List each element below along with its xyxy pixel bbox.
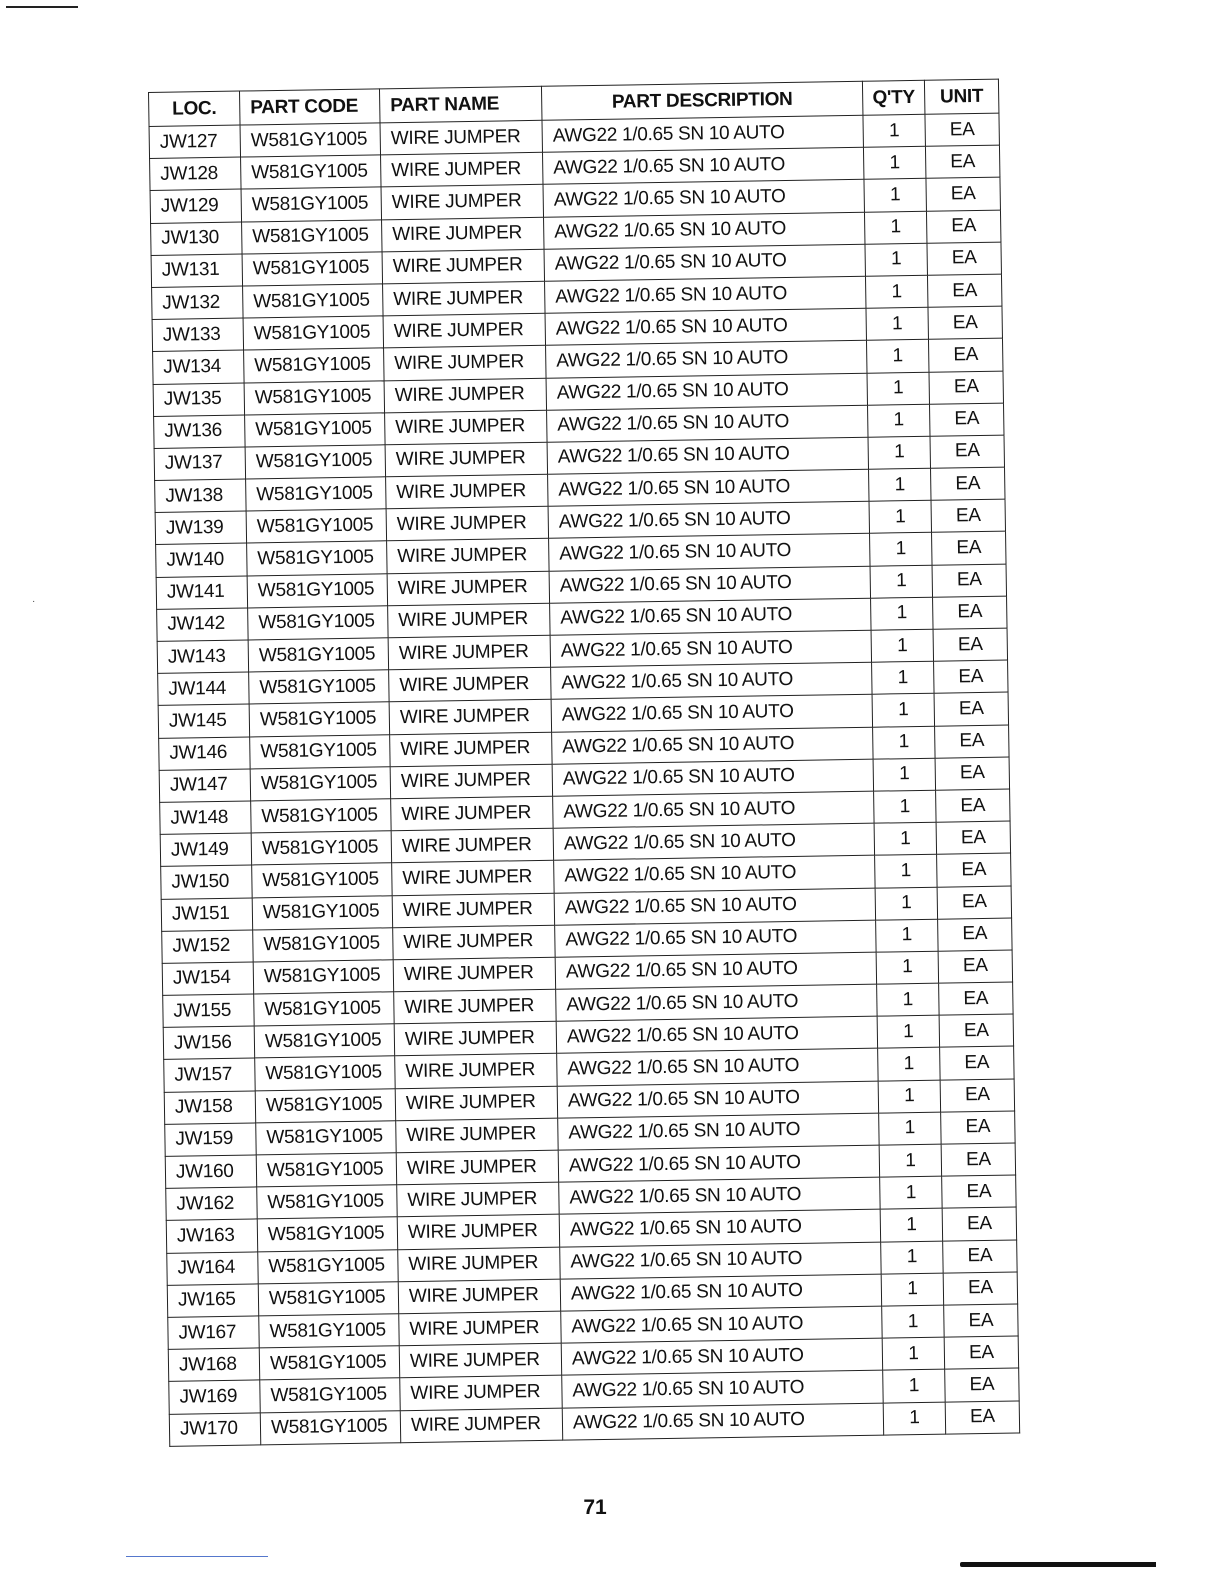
cell-qty: 1	[872, 694, 934, 727]
cell-part-name: WIRE JUMPER	[397, 1215, 559, 1250]
cell-loc: JW135	[153, 383, 244, 417]
cell-part-code: W581GY1005	[251, 831, 391, 865]
cell-part-name: WIRE JUMPER	[383, 313, 545, 348]
cell-part-description: AWG22 1/0.65 SN 10 AUTO	[562, 1370, 883, 1407]
cell-part-name: WIRE JUMPER	[384, 346, 546, 381]
cell-part-description: AWG22 1/0.65 SN 10 AUTO	[544, 212, 865, 249]
cell-loc: JW144	[158, 672, 249, 706]
cell-part-description: AWG22 1/0.65 SN 10 AUTO	[551, 662, 872, 699]
cell-loc: JW134	[153, 350, 244, 384]
cell-loc: JW145	[158, 704, 249, 738]
cell-part-description: AWG22 1/0.65 SN 10 AUTO	[550, 630, 871, 667]
cell-unit: EA	[928, 338, 1002, 371]
cell-loc: JW157	[164, 1058, 255, 1092]
cell-qty: 1	[873, 726, 935, 759]
cell-qty: 1	[868, 404, 930, 437]
cell-part-description: AWG22 1/0.65 SN 10 AUTO	[549, 534, 870, 571]
cell-part-code: W581GY1005	[260, 1410, 400, 1444]
cell-loc: JW146	[159, 737, 250, 771]
cell-part-code: W581GY1005	[256, 1153, 396, 1187]
footer-rule-right	[960, 1562, 1156, 1567]
cell-part-name: WIRE JUMPER	[381, 152, 543, 187]
cell-loc: JW133	[152, 318, 243, 352]
cell-qty: 1	[877, 983, 939, 1016]
top-rule	[6, 6, 78, 8]
cell-part-name: WIRE JUMPER	[381, 185, 543, 220]
cell-part-code: W581GY1005	[258, 1281, 398, 1315]
cell-part-name: WIRE JUMPER	[389, 700, 551, 735]
cell-unit: EA	[927, 274, 1001, 307]
cell-part-name: WIRE JUMPER	[387, 571, 549, 606]
cell-part-description: AWG22 1/0.65 SN 10 AUTO	[562, 1403, 883, 1440]
cell-part-description: AWG22 1/0.65 SN 10 AUTO	[555, 952, 876, 989]
cell-part-description: AWG22 1/0.65 SN 10 AUTO	[549, 566, 870, 603]
cell-unit: EA	[945, 1368, 1019, 1401]
cell-loc: JW151	[161, 897, 252, 931]
cell-qty: 1	[877, 1015, 939, 1048]
cell-loc: JW142	[157, 608, 248, 642]
cell-qty: 1	[869, 468, 931, 501]
cell-qty: 1	[871, 629, 933, 662]
cell-loc: JW163	[166, 1219, 257, 1253]
cell-qty: 1	[882, 1337, 944, 1370]
cell-qty: 1	[881, 1273, 943, 1306]
cell-part-code: W581GY1005	[246, 509, 386, 543]
cell-qty: 1	[872, 661, 934, 694]
cell-unit: EA	[933, 628, 1007, 661]
cell-part-description: AWG22 1/0.65 SN 10 AUTO	[544, 244, 865, 281]
cell-part-description: AWG22 1/0.65 SN 10 AUTO	[560, 1274, 881, 1311]
cell-part-name: WIRE JUMPER	[386, 474, 548, 509]
cell-part-code: W581GY1005	[254, 1024, 394, 1058]
cell-part-description: AWG22 1/0.65 SN 10 AUTO	[557, 1081, 878, 1118]
cell-part-name: WIRE JUMPER	[393, 957, 555, 992]
cell-qty: 1	[873, 758, 935, 791]
cell-qty: 1	[879, 1112, 941, 1145]
cell-part-code: W581GY1005	[252, 895, 392, 929]
cell-loc: JW159	[165, 1123, 256, 1157]
cell-part-code: W581GY1005	[243, 284, 383, 318]
cell-part-code: W581GY1005	[253, 960, 393, 994]
cell-part-code: W581GY1005	[260, 1378, 400, 1412]
cell-part-description: AWG22 1/0.65 SN 10 AUTO	[556, 1016, 877, 1053]
cell-unit: EA	[934, 660, 1008, 693]
cell-loc: JW165	[167, 1284, 258, 1318]
cell-part-description: AWG22 1/0.65 SN 10 AUTO	[542, 115, 863, 152]
cell-part-name: WIRE JUMPER	[393, 925, 555, 960]
header-part-description: PART DESCRIPTION	[541, 81, 862, 120]
cell-part-name: WIRE JUMPER	[394, 989, 556, 1024]
cell-part-description: AWG22 1/0.65 SN 10 AUTO	[545, 276, 866, 313]
cell-qty: 1	[871, 597, 933, 630]
cell-unit: EA	[937, 886, 1011, 919]
cell-part-name: WIRE JUMPER	[387, 539, 549, 574]
cell-part-name: WIRE JUMPER	[382, 217, 544, 252]
cell-loc: JW143	[157, 640, 248, 674]
cell-part-code: W581GY1005	[241, 187, 381, 221]
cell-part-description: AWG22 1/0.65 SN 10 AUTO	[554, 855, 875, 892]
cell-qty: 1	[875, 855, 937, 888]
cell-loc: JW149	[160, 833, 251, 867]
cell-qty: 1	[870, 533, 932, 566]
cell-part-code: W581GY1005	[253, 927, 393, 961]
cell-unit: EA	[925, 113, 999, 146]
cell-part-code: W581GY1005	[243, 316, 383, 350]
cell-unit: EA	[932, 564, 1006, 597]
cell-unit: EA	[931, 499, 1005, 532]
cell-part-name: WIRE JUMPER	[388, 635, 550, 670]
cell-part-description: AWG22 1/0.65 SN 10 AUTO	[546, 341, 867, 378]
cell-part-code: W581GY1005	[250, 734, 390, 768]
cell-unit: EA	[926, 210, 1000, 243]
cell-qty: 1	[878, 1080, 940, 1113]
cell-part-name: WIRE JUMPER	[396, 1118, 558, 1153]
cell-part-code: W581GY1005	[244, 348, 384, 382]
cell-qty: 1	[883, 1369, 945, 1402]
cell-part-code: W581GY1005	[247, 573, 387, 607]
header-qty: Q'TY	[862, 80, 925, 115]
cell-part-code: W581GY1005	[258, 1249, 398, 1283]
cell-unit: EA	[936, 821, 1010, 854]
cell-part-description: AWG22 1/0.65 SN 10 AUTO	[553, 791, 874, 828]
footer-rule-left	[126, 1556, 268, 1557]
cell-unit: EA	[939, 1014, 1013, 1047]
cell-unit: EA	[935, 757, 1009, 790]
cell-loc: JW154	[162, 962, 253, 996]
cell-part-description: AWG22 1/0.65 SN 10 AUTO	[543, 180, 864, 217]
cell-part-code: W581GY1005	[257, 1217, 397, 1251]
cell-part-name: WIRE JUMPER	[394, 1021, 556, 1056]
cell-loc: JW160	[165, 1155, 256, 1189]
cell-unit: EA	[944, 1304, 1018, 1337]
parts-list-sheet	[148, 79, 1019, 1447]
cell-part-name: WIRE JUMPER	[380, 120, 542, 155]
header-part-name: PART NAME	[379, 86, 542, 123]
cell-qty: 1	[866, 307, 928, 340]
cell-unit: EA	[943, 1272, 1017, 1305]
cell-part-code: W581GY1005	[245, 413, 385, 447]
cell-unit: EA	[926, 178, 1000, 211]
cell-unit: EA	[941, 1143, 1015, 1176]
cell-qty: 1	[874, 822, 936, 855]
cell-part-name: WIRE JUMPER	[395, 1086, 557, 1121]
parts-table	[148, 79, 1020, 1447]
cell-unit: EA	[925, 145, 999, 178]
cell-unit: EA	[931, 467, 1005, 500]
cell-part-description: AWG22 1/0.65 SN 10 AUTO	[558, 1145, 879, 1182]
cell-unit: EA	[937, 853, 1011, 886]
cell-part-name: WIRE JUMPER	[392, 861, 554, 896]
cell-part-name: WIRE JUMPER	[391, 796, 553, 831]
cell-loc: JW147	[159, 769, 250, 803]
cell-part-description: AWG22 1/0.65 SN 10 AUTO	[558, 1113, 879, 1150]
cell-qty: 1	[865, 243, 927, 276]
cell-loc: JW138	[155, 479, 246, 513]
cell-part-code: W581GY1005	[242, 219, 382, 253]
cell-part-description: AWG22 1/0.65 SN 10 AUTO	[561, 1338, 882, 1375]
cell-loc: JW128	[150, 157, 241, 191]
cell-unit: EA	[928, 306, 1002, 339]
cell-loc: JW155	[163, 994, 254, 1028]
cell-part-code: W581GY1005	[254, 992, 394, 1026]
cell-part-description: AWG22 1/0.65 SN 10 AUTO	[552, 727, 873, 764]
cell-part-code: W581GY1005	[259, 1346, 399, 1380]
cell-qty: 1	[869, 501, 931, 534]
cell-unit: EA	[940, 1079, 1014, 1112]
cell-qty: 1	[863, 114, 925, 147]
cell-part-description: AWG22 1/0.65 SN 10 AUTO	[556, 984, 877, 1021]
cell-loc: JW139	[155, 511, 246, 545]
cell-loc: JW158	[164, 1091, 255, 1125]
cell-loc: JW152	[162, 930, 253, 964]
cell-qty: 1	[868, 436, 930, 469]
cell-unit: EA	[941, 1111, 1015, 1144]
cell-part-description: AWG22 1/0.65 SN 10 AUTO	[548, 469, 869, 506]
cell-unit: EA	[932, 532, 1006, 565]
cell-part-name: WIRE JUMPER	[385, 410, 547, 445]
cell-part-code: W581GY1005	[249, 670, 389, 704]
cell-qty: 1	[874, 790, 936, 823]
cell-loc: JW132	[152, 286, 243, 320]
cell-unit: EA	[939, 982, 1013, 1015]
cell-unit: EA	[936, 789, 1010, 822]
cell-unit: EA	[935, 725, 1009, 758]
cell-loc: JW169	[169, 1380, 260, 1414]
cell-qty: 1	[875, 887, 937, 920]
cell-part-description: AWG22 1/0.65 SN 10 AUTO	[546, 373, 867, 410]
cell-qty: 1	[881, 1241, 943, 1274]
cell-part-code: W581GY1005	[246, 477, 386, 511]
cell-qty: 1	[864, 211, 926, 244]
cell-part-code: W581GY1005	[252, 863, 392, 897]
header-part-code: PART CODE	[239, 89, 380, 125]
cell-part-code: W581GY1005	[248, 606, 388, 640]
cell-part-description: AWG22 1/0.65 SN 10 AUTO	[545, 308, 866, 345]
cell-part-code: W581GY1005	[241, 155, 381, 189]
cell-qty: 1	[879, 1144, 941, 1177]
cell-loc: JW131	[151, 254, 242, 288]
cell-part-name: WIRE JUMPER	[396, 1150, 558, 1185]
cell-part-code: W581GY1005	[259, 1314, 399, 1348]
cell-loc: JW150	[161, 865, 252, 899]
cell-part-name: WIRE JUMPER	[399, 1311, 561, 1346]
cell-unit: EA	[929, 371, 1003, 404]
cell-qty: 1	[882, 1305, 944, 1338]
cell-unit: EA	[943, 1240, 1017, 1273]
table-body	[149, 113, 1020, 1446]
cell-loc: JW127	[149, 125, 240, 159]
cell-part-description: AWG22 1/0.65 SN 10 AUTO	[550, 598, 871, 635]
cell-loc: JW130	[151, 222, 242, 256]
cell-qty: 1	[880, 1176, 942, 1209]
cell-part-code: W581GY1005	[256, 1121, 396, 1155]
cell-part-code: W581GY1005	[250, 767, 390, 801]
cell-loc: JW167	[168, 1316, 259, 1350]
cell-part-description: AWG22 1/0.65 SN 10 AUTO	[555, 920, 876, 957]
cell-part-description: AWG22 1/0.65 SN 10 AUTO	[557, 1049, 878, 1086]
cell-part-description: AWG22 1/0.65 SN 10 AUTO	[548, 501, 869, 538]
cell-part-description: AWG22 1/0.65 SN 10 AUTO	[554, 888, 875, 925]
cell-part-name: WIRE JUMPER	[395, 1054, 557, 1089]
cell-part-name: WIRE JUMPER	[388, 603, 550, 638]
cell-part-name: WIRE JUMPER	[400, 1375, 562, 1410]
cell-part-code: W581GY1005	[255, 1056, 395, 1090]
cell-unit: EA	[933, 596, 1007, 629]
cell-unit: EA	[930, 435, 1004, 468]
cell-qty: 1	[876, 919, 938, 952]
cell-part-code: W581GY1005	[251, 799, 391, 833]
scan-mark: ·	[32, 596, 36, 607]
cell-part-name: WIRE JUMPER	[398, 1279, 560, 1314]
cell-part-description: AWG22 1/0.65 SN 10 AUTO	[551, 695, 872, 732]
cell-loc: JW129	[150, 189, 241, 223]
page-number: 71	[583, 1496, 607, 1519]
cell-unit: EA	[938, 918, 1012, 951]
cell-part-name: WIRE JUMPER	[383, 281, 545, 316]
cell-part-name: WIRE JUMPER	[398, 1247, 560, 1282]
cell-unit: EA	[942, 1207, 1016, 1240]
cell-unit: EA	[927, 242, 1001, 275]
cell-part-description: AWG22 1/0.65 SN 10 AUTO	[560, 1242, 881, 1279]
cell-part-code: W581GY1005	[240, 123, 380, 157]
cell-loc: JW136	[154, 415, 245, 449]
cell-part-name: WIRE JUMPER	[399, 1343, 561, 1378]
cell-loc: JW164	[167, 1251, 258, 1285]
cell-part-description: AWG22 1/0.65 SN 10 AUTO	[542, 147, 863, 184]
cell-qty: 1	[863, 146, 925, 179]
cell-unit: EA	[938, 950, 1012, 983]
cell-part-code: W581GY1005	[248, 638, 388, 672]
cell-part-name: WIRE JUMPER	[390, 732, 552, 767]
cell-qty: 1	[865, 275, 927, 308]
cell-loc: JW137	[154, 447, 245, 481]
cell-part-description: AWG22 1/0.65 SN 10 AUTO	[547, 437, 868, 474]
cell-part-code: W581GY1005	[244, 380, 384, 414]
cell-part-name: WIRE JUMPER	[386, 507, 548, 542]
cell-loc: JW141	[156, 576, 247, 610]
cell-qty: 1	[878, 1048, 940, 1081]
cell-part-code: W581GY1005	[257, 1185, 397, 1219]
cell-qty: 1	[883, 1402, 945, 1435]
cell-unit: EA	[942, 1175, 1016, 1208]
header-unit: UNIT	[924, 79, 999, 114]
cell-part-code: W581GY1005	[247, 541, 387, 575]
cell-qty: 1	[876, 951, 938, 984]
cell-part-name: WIRE JUMPER	[390, 764, 552, 799]
cell-part-description: AWG22 1/0.65 SN 10 AUTO	[547, 405, 868, 442]
cell-part-name: WIRE JUMPER	[384, 378, 546, 413]
cell-loc: JW168	[168, 1348, 259, 1382]
cell-loc: JW148	[160, 801, 251, 835]
cell-qty: 1	[864, 179, 926, 212]
cell-part-name: WIRE JUMPER	[400, 1408, 562, 1443]
header-loc: LOC.	[149, 91, 241, 126]
cell-part-description: AWG22 1/0.65 SN 10 AUTO	[561, 1306, 882, 1343]
cell-part-description: AWG22 1/0.65 SN 10 AUTO	[559, 1177, 880, 1214]
cell-part-code: W581GY1005	[255, 1088, 395, 1122]
cell-part-code: W581GY1005	[242, 252, 382, 286]
cell-qty: 1	[880, 1209, 942, 1242]
cell-loc: JW140	[156, 543, 247, 577]
cell-unit: EA	[934, 692, 1008, 725]
cell-unit: EA	[929, 403, 1003, 436]
cell-qty: 1	[866, 340, 928, 373]
cell-unit: EA	[945, 1400, 1019, 1433]
cell-part-code: W581GY1005	[249, 702, 389, 736]
cell-part-description: AWG22 1/0.65 SN 10 AUTO	[552, 759, 873, 796]
cell-part-name: WIRE JUMPER	[391, 828, 553, 863]
cell-unit: EA	[944, 1336, 1018, 1369]
cell-part-name: WIRE JUMPER	[382, 249, 544, 284]
cell-part-code: W581GY1005	[245, 445, 385, 479]
cell-loc: JW156	[163, 1026, 254, 1060]
cell-part-name: WIRE JUMPER	[392, 893, 554, 928]
cell-qty: 1	[870, 565, 932, 598]
cell-unit: EA	[940, 1046, 1014, 1079]
cell-loc: JW170	[169, 1412, 260, 1446]
cell-qty: 1	[867, 372, 929, 405]
cell-part-description: AWG22 1/0.65 SN 10 AUTO	[559, 1210, 880, 1247]
cell-part-description: AWG22 1/0.65 SN 10 AUTO	[553, 823, 874, 860]
cell-part-name: WIRE JUMPER	[389, 667, 551, 702]
cell-part-name: WIRE JUMPER	[385, 442, 547, 477]
cell-loc: JW162	[166, 1187, 257, 1221]
cell-part-name: WIRE JUMPER	[397, 1182, 559, 1217]
